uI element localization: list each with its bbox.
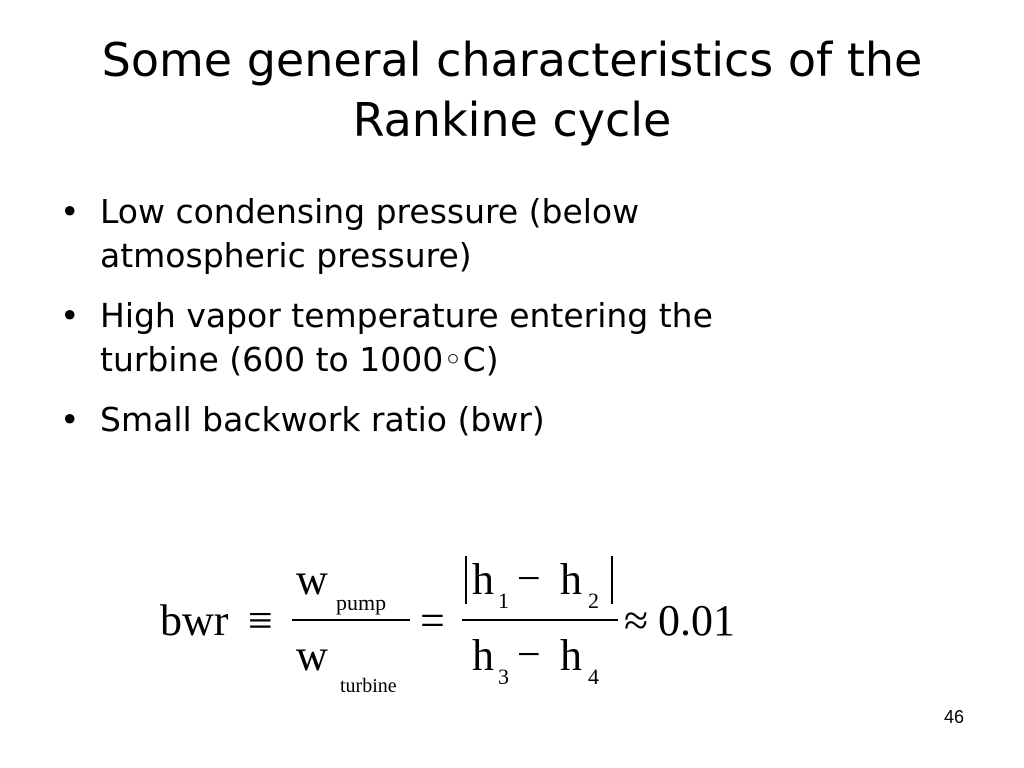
bullet-text-line-2: turbine (600 to 1000◦C)	[100, 340, 499, 379]
eq-h1: h	[472, 555, 494, 604]
page-number: 46	[943, 707, 964, 727]
eq-sub-turbine: turbine	[340, 675, 397, 697]
eq-w-turbine: w	[296, 631, 328, 680]
eq-w-pump: w	[296, 555, 328, 604]
eq-equals-sign: =	[420, 596, 445, 645]
eq-minus-top: −	[517, 556, 541, 602]
eq-h1-sub: 1	[498, 588, 509, 613]
eq-h3: h	[472, 631, 494, 680]
eq-h2-sub: 2	[588, 588, 599, 613]
bullet-text-line-1: High vapor temperature entering the	[100, 296, 713, 335]
eq-equiv-sign: ≡	[248, 596, 273, 645]
bullet-dot: •	[60, 400, 80, 439]
eq-minus-bottom: −	[517, 632, 541, 678]
eq-h2: h	[560, 555, 582, 604]
eq-h4-sub: 4	[588, 664, 599, 689]
eq-lhs-bwr: bwr	[160, 596, 229, 645]
eq-approx-sign: ≈	[624, 596, 649, 645]
eq-sub-pump: pump	[336, 590, 387, 615]
slide-title-line-1: Some general characteristics of the	[101, 33, 923, 87]
eq-h3-sub: 3	[498, 664, 509, 689]
bullet-text-line-2: atmospheric pressure)	[100, 236, 472, 275]
bullet-text-line-1: Small backwork ratio (bwr)	[100, 400, 545, 439]
bullet-dot: •	[60, 296, 80, 335]
bullet-dot: •	[60, 192, 80, 231]
eq-result: 0.01	[658, 596, 735, 645]
slide-title-line-2: Rankine cycle	[352, 93, 672, 147]
bullet-text-line-1: Low condensing pressure (below	[100, 192, 640, 231]
eq-h4: h	[560, 631, 582, 680]
